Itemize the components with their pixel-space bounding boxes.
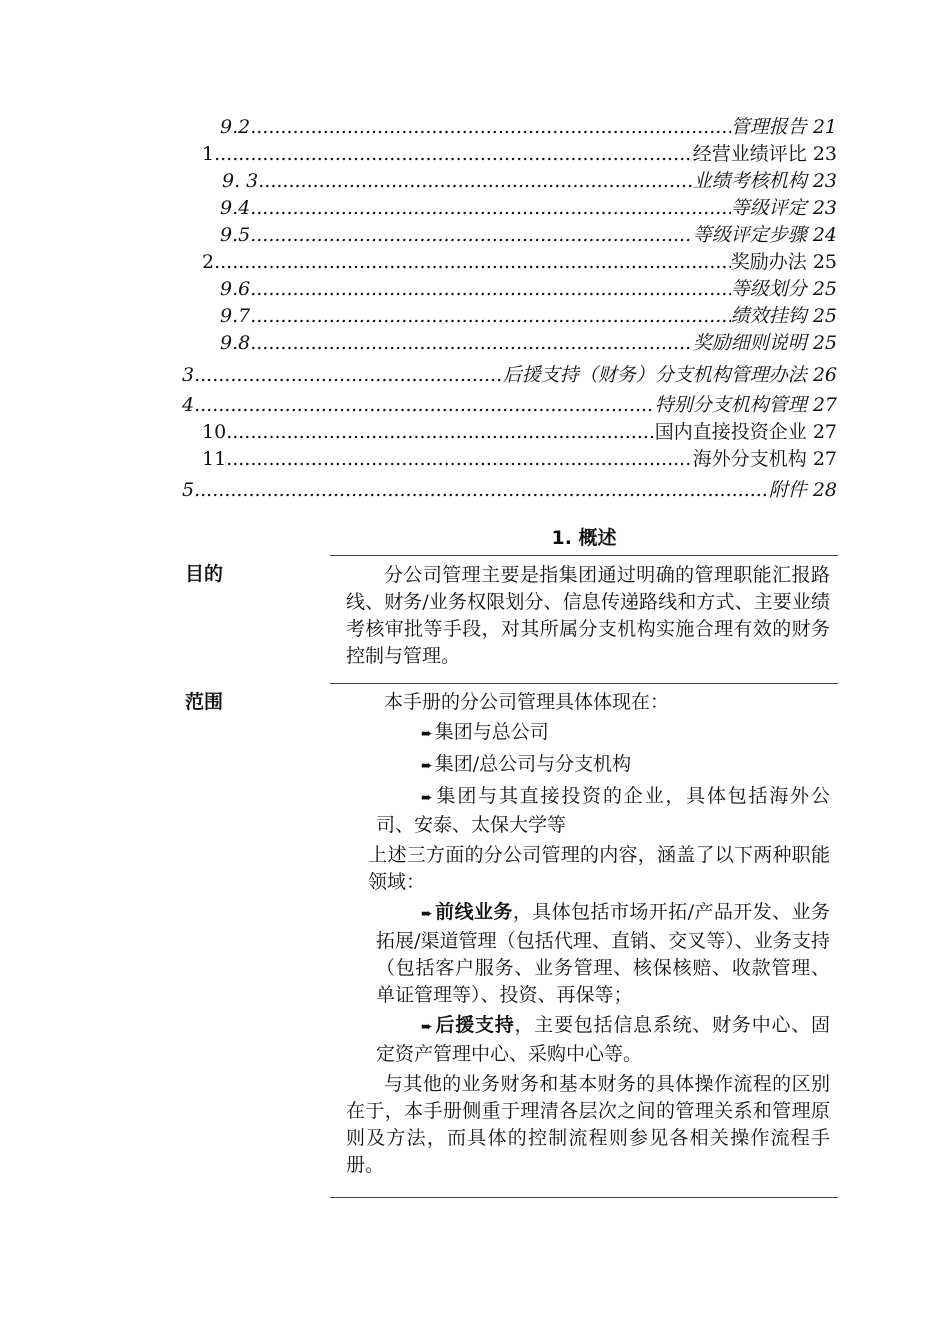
divider — [330, 555, 838, 556]
toc-entry[interactable] — [182, 362, 837, 389]
scope-item — [346, 751, 830, 780]
scope-text-block — [346, 689, 830, 1179]
toc-dot-leader — [250, 276, 731, 303]
toc-dot-leader — [250, 114, 731, 141]
toc-dot-leader — [250, 330, 693, 357]
purpose-paragraph: 分公司管理主要是指集团通过明确的管理职能汇报路线、财务/业务权限划分、信息传递路线和方式、主要业绩考核审批等手段，对其所属分支机构实施合理有效的财务控制与管理。 — [346, 564, 830, 667]
toc-entry-number: 9.7 — [220, 305, 251, 327]
toc-entry-page: 26 — [812, 364, 837, 386]
toc-dot-leader — [194, 477, 769, 504]
toc-dot-leader — [250, 222, 693, 249]
toc-entry-number: 9. 3 — [222, 170, 259, 192]
toc-dot-leader — [194, 362, 503, 389]
toc-entry-page: 28 — [812, 479, 837, 501]
scope-item-text: 集团/总公司与分支机构 — [434, 753, 632, 775]
toc-entry[interactable] — [202, 249, 837, 276]
scope-summary-text: 上述三方面的分公司管理的内容，涵盖了以下两种职能领域： — [368, 844, 830, 893]
toc-entry-title: 绩效挂钩 — [730, 305, 807, 327]
scope-item-text: 集团与其直接投资的企业，具体包括海外公司、安泰、太保大学等 — [376, 785, 830, 836]
arrow-bullet-icon: ➨ — [421, 906, 433, 922]
toc-entry-title: 奖励办法 — [730, 251, 807, 273]
toc-entry-number: 9.6 — [220, 278, 251, 300]
toc-dot-leader — [214, 249, 731, 276]
toc-entry-number: 9.2 — [220, 116, 251, 138]
scope-summary — [346, 842, 830, 896]
scope-item — [346, 783, 830, 839]
toc-entry-number: 10 — [202, 421, 227, 443]
divider — [330, 683, 838, 684]
arrow-bullet-icon: ➨ — [421, 758, 433, 774]
toc-entry-title: 业绩考核机构 — [692, 170, 807, 192]
toc-dot-leader — [226, 446, 693, 473]
frontline-item — [346, 899, 830, 1009]
toc-entry-number: 4 — [182, 394, 195, 416]
toc-entry-page: 27 — [812, 421, 837, 443]
toc-entry[interactable] — [220, 114, 837, 141]
arrow-bullet-icon: ➨ — [421, 790, 433, 806]
scope-item-text: 集团与总公司 — [434, 721, 549, 743]
toc-entry-title: 海外分支机构 — [692, 448, 807, 470]
scope-label: 范围 — [185, 691, 224, 713]
toc-dot-leader — [214, 141, 693, 168]
purpose-label: 目的 — [185, 563, 224, 585]
purpose-text-block — [346, 562, 830, 670]
toc-entry-page: 23 — [812, 197, 837, 219]
toc-entry-page: 25 — [812, 251, 837, 273]
scope-item — [346, 719, 830, 748]
toc-dot-leader — [250, 303, 731, 330]
toc-entry-title: 特别分支机构管理 — [654, 394, 807, 416]
backoffice-label: 后援支持 — [434, 1014, 515, 1036]
toc-entry[interactable] — [202, 141, 837, 168]
arrow-bullet-icon: ➨ — [421, 726, 433, 742]
toc-entry-number: 3 — [182, 364, 195, 386]
toc-entry[interactable] — [220, 276, 837, 303]
toc-entry-title: 等级评定 — [730, 197, 807, 219]
toc-entry[interactable] — [182, 477, 837, 504]
toc-entry-page: 21 — [812, 116, 837, 138]
toc-entry-title: 等级划分 — [730, 278, 807, 300]
toc-entry-number: 2 — [202, 251, 215, 273]
scope-intro: 本手册的分公司管理具体体现在： — [384, 691, 670, 713]
toc-entry-page: 25 — [812, 332, 837, 354]
toc-entry-title: 附件 — [768, 479, 807, 501]
toc-entry-number: 9.4 — [220, 197, 251, 219]
closing-paragraph: 与其他的业务财务和基本财务的具体操作流程的区别在于，本手册侧重于理清各层次之间的管理关系和管理原则及方法，而具体的控制流程则参见各相关操作流程手册。 — [346, 1073, 830, 1176]
toc-entry-number: 9.8 — [220, 332, 251, 354]
toc-entry-page: 24 — [812, 224, 837, 246]
backoffice-item — [346, 1012, 830, 1068]
toc-entry-title: 管理报告 — [730, 116, 807, 138]
arrow-bullet-icon: ➨ — [421, 1019, 433, 1035]
toc-entry[interactable] — [220, 330, 837, 357]
toc-dot-leader — [258, 168, 693, 195]
toc-entry-page: 23 — [812, 143, 837, 165]
toc-entry-title: 后援支持（财务）分支机构管理办法 — [502, 364, 807, 386]
toc-entry-number: 11 — [202, 448, 227, 470]
section-heading: 1. 概述 — [551, 527, 617, 549]
toc-entry[interactable] — [220, 195, 837, 222]
toc-entry-title: 等级评定步骤 — [692, 224, 807, 246]
toc-entry-number: 1 — [202, 143, 215, 165]
toc-entry-number: 9.5 — [220, 224, 251, 246]
toc-entry-page: 27 — [812, 394, 837, 416]
toc-entry[interactable] — [220, 222, 837, 249]
toc-dot-leader — [226, 419, 655, 446]
toc-dot-leader — [194, 392, 655, 419]
toc-entry-page: 27 — [812, 448, 837, 470]
frontline-text: ，具体包括市场开拓/产品开发、业务拓展/渠道管理（包括代理、直销、交叉等）、业务支持（包括客户服务、业务管理、核保核赔、收款管理、单证管理等）、投资、再保等； — [376, 901, 830, 1006]
backoffice-text: ，主要包括信息系统、财务中心、固定资产管理中心、采购中心等。 — [376, 1014, 830, 1065]
toc-entry[interactable] — [182, 392, 837, 419]
frontline-label: 前线业务 — [434, 901, 513, 923]
toc-entry-title: 奖励细则说明 — [692, 332, 807, 354]
toc-entry[interactable] — [220, 303, 837, 330]
toc-entry-page: 25 — [812, 278, 837, 300]
toc-entry-title: 经营业绩评比 — [692, 143, 807, 165]
toc-entry-page: 23 — [812, 170, 837, 192]
toc-entry[interactable] — [202, 446, 837, 473]
toc-entry-title: 国内直接投资企业 — [654, 421, 807, 443]
divider — [330, 1197, 838, 1198]
toc-entry-number: 5 — [182, 479, 195, 501]
toc-entry[interactable] — [202, 419, 837, 446]
toc-dot-leader — [250, 195, 731, 222]
toc-entry[interactable] — [222, 168, 837, 195]
toc-entry-page: 25 — [812, 305, 837, 327]
